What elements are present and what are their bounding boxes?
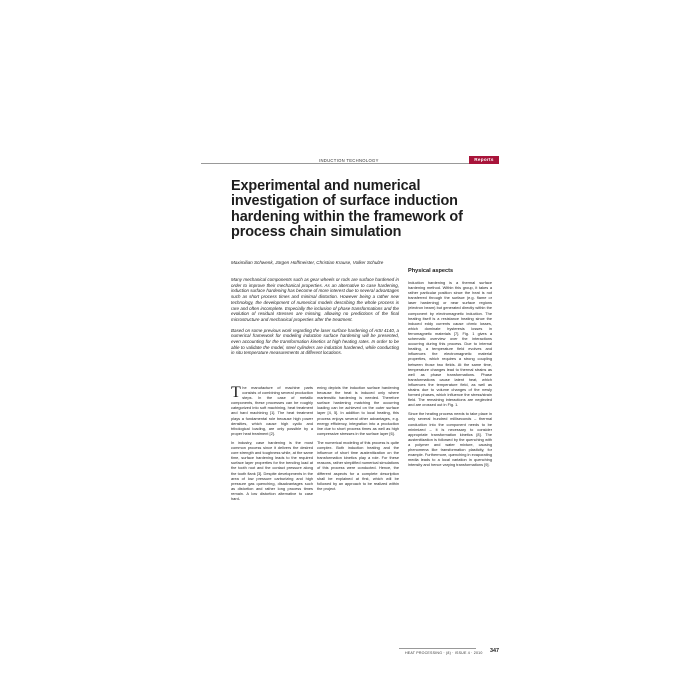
footer-journal: HEAT PROCESSING · (8) · ISSUE 4 · 2010 xyxy=(405,651,483,655)
body-paragraph-text: he manufacture of machine parts consists of combining several production steps. In the case of metallic components, these processes can be roughly categorized into soft machining, heat treatment and hard machining [1]. The heat treatment plays a fundamental role because high power densities, which cause high cyclic and tribological loading, are only possible by a proper heat treatment [2]. xyxy=(231,385,313,436)
abstract-paragraph: Many mechanical components such as gear wheels or rods are surface hardened in order to improve their mechanical properties. As an alternative to case hardening, induction surface hardening has become of more interest due to several advantages such as short process times and minimal distortion. However being a rather new technology, the development of numerical models describing the whole process is rare and often incomplete. Especially the inclusion of phase transformations and the evolution of residual stresses are missing, allowing no predictions of the final microstructure and mechanical properties after the treatment. xyxy=(231,277,399,322)
section-badge: Reports xyxy=(469,156,499,164)
body-paragraph: The numerical modeling of this process is quite complex. Both induction heating and the influence of short time austenitization on the transformation kinetics play a role. For these reasons, rather simplified numerical simulations of this process were conducted. Hence, the different aspects for a complete description shall be explained at first, which will be followed by an approach to be realized within the project. xyxy=(317,439,399,491)
header-category: INDUCTION TECHNOLOGY xyxy=(319,158,379,163)
body-paragraph: Induction hardening is a thermal surface hardening method. Within this group, it takes a rather particular position since the heat is not transferred through the surface (e.g. flame or laser hardening) or near surface regions (electron beam) but generated directly within the component by electromagnetic induction. The heating itself is a resistance heating since the induced eddy currents cause ohmic losses, which dominate hysteresis losses in ferromagnetic materials [7]. Fig. 1 gives a schematic overview over the interactions occurring during this process. Due to internal heating, a temperature field evolves and influences the electromagnetic material properties, which requires a strong coupling between those two fields. At the same time, temperature changes lead to thermal strains as well as phase transformations. Phase transformations cause latent heat, which influences the temperature field, as well as strains due to volume changes of the newly formed phases, which influence the stress/strain field. The remaining interactions are neglected and are crossed out in Fig. 1. xyxy=(408,280,492,408)
page-number: 347 xyxy=(490,648,499,654)
article-title: Experimental and numerical investigation of surface induction hardening within the framework of process chain simulation xyxy=(231,178,463,241)
body-paragraph: ening depicts the induction surface hardening because the heat is induced only where martensitic hardening is needed. Therefore surface hardening matching the occurring loading can be achieved on the outer surface layer [4, 5]. In addition to local heating, this process enjoys several other advantages, e.g. energy efficiency, integration into a production line due to short process times as well as high compressive stresses in the surface layer [6]. xyxy=(317,385,399,436)
footer-rule xyxy=(399,648,476,649)
abstract xyxy=(231,277,399,361)
body-paragraph: Since the heating process needs to take place in only several hundred milliseconds – thermal conduction into the component needs to be minimized – it is necessary to consider appropriate transformation kinetics [8]. The austenitization is followed by the quenching with a polymer and water mixture, causing phenomena like transformation plasticity, for example. Furthermore, quenching in evaporating media leads to a local variation in quenching intensity and hence varying transformations [9]. xyxy=(408,411,492,468)
body-column-2 xyxy=(317,385,399,495)
header-rule xyxy=(201,163,499,164)
body-paragraph xyxy=(231,385,313,436)
journal-page xyxy=(201,155,499,677)
drop-cap: T xyxy=(231,383,241,401)
abstract-paragraph: Based on some previous work regarding the laser surface hardening of AISI 4140, a numerical framework for modeling induction surface hardening will be presented, even accounting for the transformation kinetics at high heating rates. In order to be able to validate the model, steel cylinders are induction hardened, while conducting in situ temperature measurements at different locations. xyxy=(231,327,399,356)
section-heading: Physical aspects xyxy=(408,268,454,274)
body-paragraph: In industry, case hardening is the most common process since it delivers the desired core strength and toughness while, at the same time, surface hardening leads to the required surface layer properties for the bending load at the tooth root and the contact pressure along the tooth flank [3]. Despite developments in the area of low pressure carburizing and high pressure gas quenching, disadvantages such as distortion and rather long process times remain. A low distortion alternative to case hard- xyxy=(231,439,313,501)
author-list: Maximilian Schwenk, Jürgen Hoffmeister, Christian Krause, Volker Schulze xyxy=(231,260,384,265)
body-column-1 xyxy=(231,385,313,505)
body-column-3 xyxy=(408,280,492,471)
